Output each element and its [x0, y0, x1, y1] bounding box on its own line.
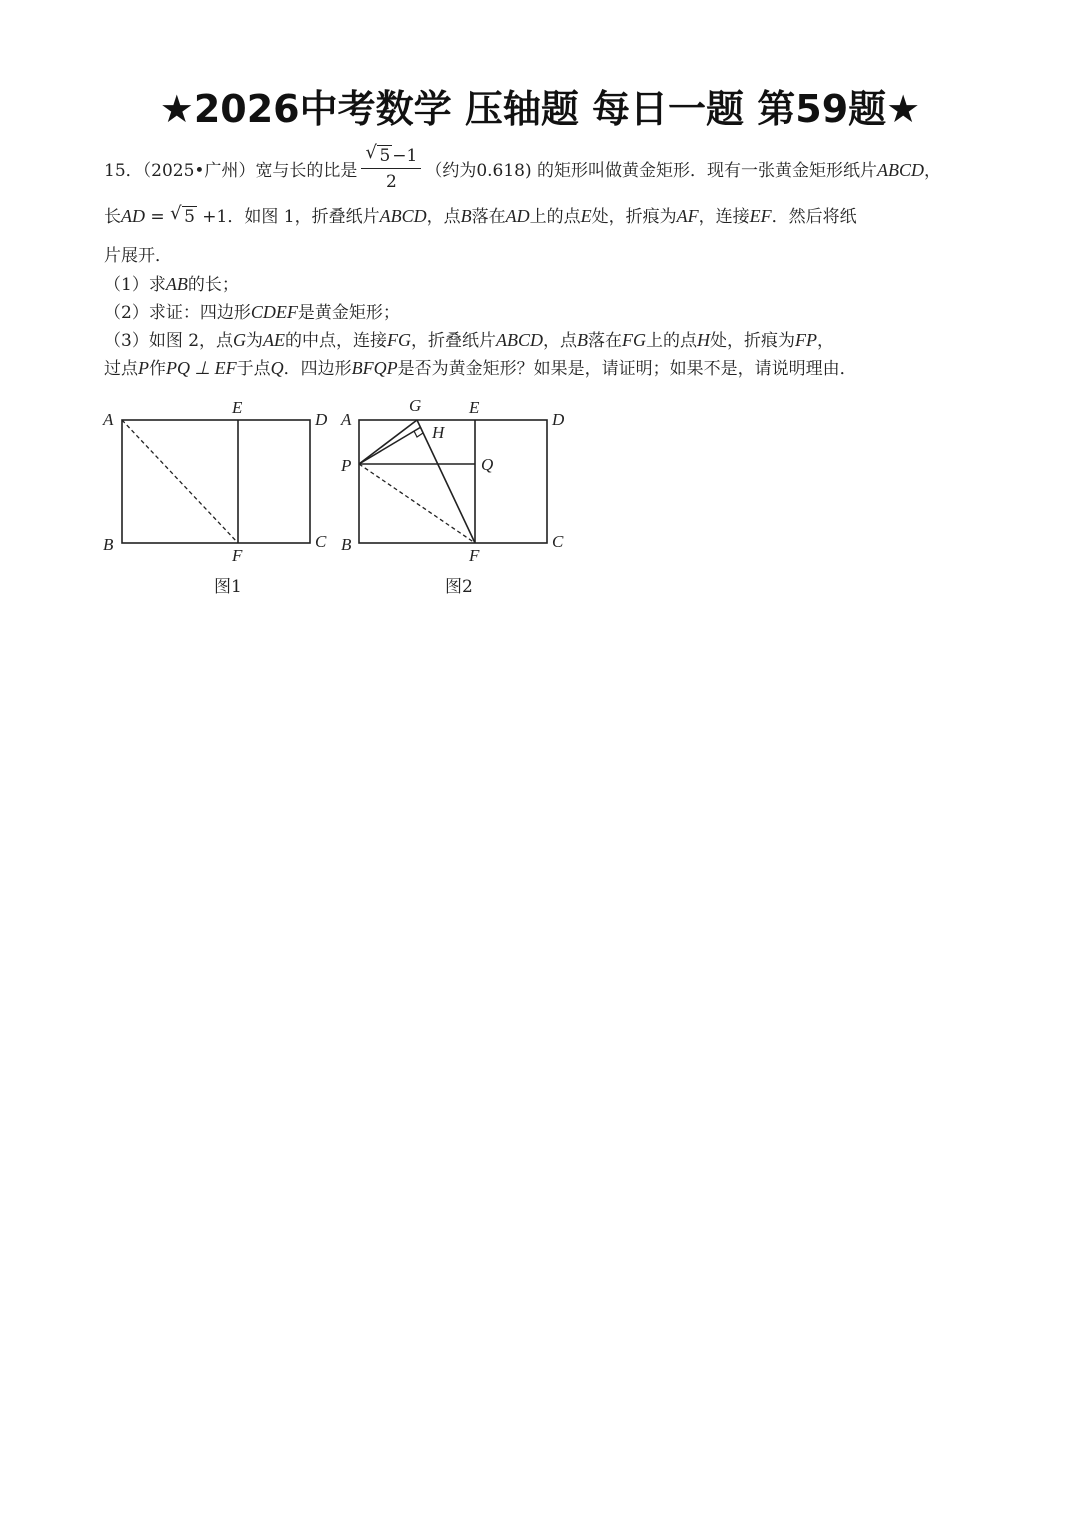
problem-line-2: 长AD = √ 5 +1．如图 1，折叠纸片ABCD，点B落在AD上的点E处，折痕为AF，连接EF．然后将纸 — [104, 203, 857, 227]
fig2-label-p: P — [341, 456, 352, 475]
fig2-label-g: G — [409, 396, 422, 415]
fig2-line-ph — [359, 427, 421, 464]
question-1: （1）求AB的长； — [104, 274, 239, 295]
intro-text-2: （约为0.618) 的矩形叫做黄金矩形．现有一张黄金矩形纸片 — [425, 161, 878, 181]
fig1-label-d: D — [315, 410, 328, 429]
fig2-label-a: A — [341, 410, 352, 429]
fig1-label-c: C — [315, 532, 327, 551]
sqrt-symbol: √ 5 — [365, 142, 391, 166]
figure-2 — [359, 420, 547, 543]
golden-ratio-fraction: √ 5 −1 2 — [361, 144, 421, 195]
fig2-label-c: C — [552, 532, 564, 551]
fig2-label-e: E — [469, 398, 480, 417]
fig2-caption: 图2 — [445, 577, 473, 597]
problem-line-3: 片展开． — [104, 246, 172, 266]
fig1-label-e: E — [232, 398, 243, 417]
figure-1 — [122, 420, 310, 543]
fig2-label-f: F — [469, 546, 480, 565]
fig1-crease-af — [122, 420, 238, 543]
fig2-label-d: D — [552, 410, 565, 429]
intro-text: 宽与长的比是 — [255, 161, 358, 181]
problem-line-1: 15．（2025•广州）宽与长的比是 √ 5 −1 2 （约为0.618) 的矩形叫做黄金矩形．现有一张黄金矩形纸片ABCD， — [104, 146, 941, 197]
fig1-rectangle — [122, 420, 310, 543]
fig2-label-q: Q — [481, 455, 494, 474]
question-2: （2）求证：四边形CDEF是黄金矩形； — [104, 302, 400, 323]
fig1-label-a: A — [103, 410, 114, 429]
problem-number: 15． — [104, 161, 143, 181]
fig1-label-f: F — [232, 546, 243, 565]
fig2-label-b: B — [341, 535, 352, 554]
fig1-caption: 图1 — [214, 577, 242, 597]
fig2-rectangle — [359, 420, 547, 543]
question-3: （3）如图 2，点G为AE的中点，连接FG，折叠纸片ABCD，点B落在FG上的点H处，折痕为FP， — [104, 330, 835, 351]
fig2-right-angle-mark — [414, 431, 423, 437]
problem-source: （2025•广州） — [142, 161, 256, 181]
sqrt-symbol: √ 5 — [170, 203, 195, 227]
fig2-line-fg — [417, 420, 475, 543]
fig2-line-pg — [359, 420, 417, 464]
page-title: ★2026中考数学 压轴题 每日一题 第59题★ — [159, 87, 921, 131]
fig2-label-h: H — [432, 423, 445, 442]
question-3-line-2: 过点P作PQ ⊥ EF于点Q．四边形BFQP是否为黄金矩形？如果是，请证明；如果不是，请说明理由． — [104, 358, 857, 379]
fig2-crease-fp — [359, 464, 475, 543]
fig1-label-b: B — [103, 535, 114, 554]
